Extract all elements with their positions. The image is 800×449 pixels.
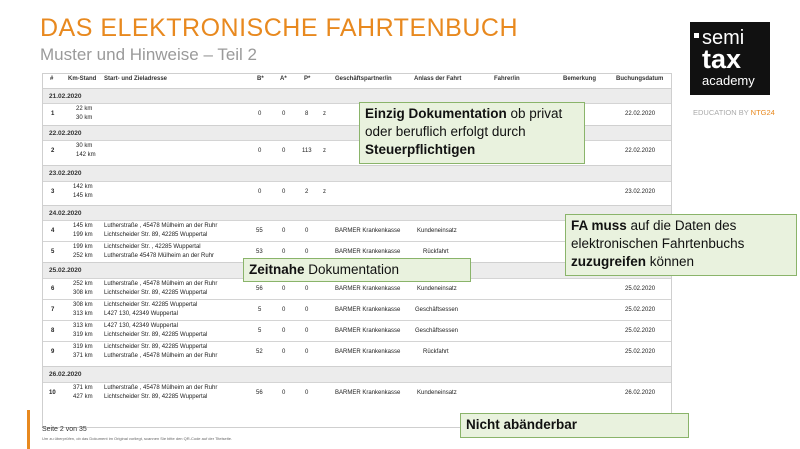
value-p: 0 [305, 349, 309, 355]
trip-reason: Geschäftsessen [415, 328, 459, 334]
address-end: Lichtscheider Str. 89, 42285 Wuppertal [104, 332, 208, 338]
address-end: Lichtscheider Str. 89, 42285 Wuppertal [104, 394, 208, 400]
km-start: 371 km [73, 385, 93, 391]
value-b: 56 [256, 286, 263, 292]
address-end: L427 130, 42349 Wuppertal [104, 311, 178, 317]
booking-date: 25.02.2020 [625, 328, 656, 334]
booking-date: 25.02.2020 [625, 286, 656, 292]
business-partner: BARMER Krankenkasse [335, 249, 401, 255]
tagline-prefix: EDUCATION BY [693, 108, 751, 117]
col-p: P* [304, 76, 311, 82]
callout-1-text-2: oder beruflich erfolgt durch [365, 124, 526, 139]
col-b: B* [257, 76, 264, 82]
col-fahrer: Fahrer/in [494, 76, 520, 82]
value-a: 0 [282, 328, 286, 334]
km-start: 30 km [76, 143, 93, 149]
value-a: 0 [282, 148, 286, 154]
callout-3-bold: Zeitnahe [249, 262, 305, 277]
col-partner: Geschäftspartner/in [335, 76, 392, 82]
date-label: 21.02.2020 [49, 93, 82, 100]
callout-1-bold-2: Steuerpflichtigen [365, 142, 476, 157]
address-start: Lichtscheider Str. , 42285 Wuppertal [104, 244, 201, 250]
value-b: 0 [258, 189, 262, 195]
row-number: 4 [51, 228, 55, 234]
col-address: Start- und Zieladresse [104, 76, 168, 82]
tagline-brand: NTG24 [750, 108, 775, 117]
date-label: 26.02.2020 [49, 371, 82, 378]
km-end: 319 km [73, 332, 93, 338]
km-end: 145 km [73, 193, 93, 199]
km-start: 308 km [73, 302, 93, 308]
trip-reason: Geschäftsessen [415, 307, 459, 313]
value-p: 0 [305, 307, 309, 313]
value-b: 56 [256, 390, 263, 396]
page-subtitle: Muster und Hinweise – Teil 2 [40, 45, 258, 64]
km-start: 319 km [73, 344, 93, 350]
callout-2-bold-1: FA muss [571, 218, 627, 233]
col-a: A* [280, 76, 287, 82]
km-end: 30 km [76, 115, 93, 121]
value-b: 0 [258, 148, 262, 154]
km-start: 252 km [73, 281, 93, 287]
value-a: 0 [282, 307, 286, 313]
value-p: 0 [305, 328, 309, 334]
booking-date: 23.02.2020 [625, 189, 656, 195]
page-title: DAS ELEKTRONISCHE FAHRTENBUCH [40, 14, 519, 42]
value-b: 55 [256, 228, 263, 234]
callout-2-text-2: elektronischen Fahrtenbuchs [571, 236, 745, 251]
value-z: z [323, 111, 326, 117]
col-bemerkung: Bemerkung [563, 76, 597, 82]
business-partner: BARMER Krankenkasse [335, 286, 401, 292]
address-end: Lichtscheider Str. 89, 42285 Wuppertal [104, 232, 208, 238]
date-label: 23.02.2020 [49, 170, 82, 177]
value-p: 0 [305, 228, 309, 234]
value-p: 0 [305, 390, 309, 396]
row-number: 7 [51, 307, 55, 313]
col-anlass: Anlass der Fahrt [414, 76, 462, 82]
callout-4-bold: Nicht abänderbar [466, 417, 578, 432]
table-row[interactable] [43, 341, 671, 363]
booking-date: 25.02.2020 [625, 349, 656, 355]
value-a: 0 [282, 349, 286, 355]
value-b: 5 [258, 307, 262, 313]
logo-line-1: semi [702, 27, 745, 49]
value-p: 113 [302, 148, 312, 154]
callout-3-text: Dokumentation [304, 262, 400, 277]
km-start: 145 km [73, 223, 93, 229]
km-end: 308 km [73, 290, 93, 296]
address-start: L427 130, 42349 Wuppertal [104, 323, 178, 329]
booking-date: 22.02.2020 [625, 148, 656, 154]
value-z: z [323, 148, 326, 154]
value-p: 0 [305, 286, 309, 292]
km-end: 371 km [73, 353, 93, 359]
trip-reason: Kundeneinsatz [417, 286, 457, 292]
table-row[interactable] [43, 181, 671, 203]
address-start: Lutherstraße , 45478 Mülheim an der Ruhr [104, 223, 218, 229]
address-end: Lutherstraße 45478 Mülheim an der Ruhr [104, 253, 215, 259]
callout-timely-documentation [243, 258, 471, 282]
value-a: 0 [282, 111, 286, 117]
logo-line-2: tax [702, 44, 742, 74]
address-start: Lutherstraße , 45478 Mülheim an der Ruhr [104, 281, 218, 287]
table-row[interactable] [43, 320, 671, 342]
address-start: Lichtscheider Str. 89, 42285 Wuppertal [104, 344, 208, 350]
value-p: 0 [305, 249, 309, 255]
km-start: 22 km [76, 106, 93, 112]
row-number: 2 [51, 148, 55, 154]
value-b: 52 [256, 349, 263, 355]
value-b: 5 [258, 328, 262, 334]
row-number: 10 [49, 390, 56, 396]
business-partner: BARMER Krankenkasse [335, 307, 401, 313]
value-p: 8 [305, 111, 309, 117]
booking-date: 26.02.2020 [625, 390, 656, 396]
callout-2-text-3: können [646, 254, 695, 269]
address-end: Lutherstraße , 45478 Mülheim an der Ruhr [104, 353, 218, 359]
logo-line-3: academy [702, 73, 755, 88]
row-number: 3 [51, 189, 55, 195]
callout-not-changeable [460, 413, 689, 438]
km-end: 313 km [73, 311, 93, 317]
address-end: Lichtscheider Str. 89, 42285 Wuppertal [104, 290, 208, 296]
date-label: 25.02.2020 [49, 267, 82, 274]
km-start: 142 km [73, 184, 93, 190]
date-label: 24.02.2020 [49, 210, 82, 217]
km-end: 142 km [76, 152, 96, 158]
km-start: 313 km [73, 323, 93, 329]
km-end: 252 km [73, 253, 93, 259]
row-number: 8 [51, 328, 55, 334]
km-end: 427 km [73, 394, 93, 400]
accent-bar [27, 410, 30, 449]
callout-2-bold-2: zuzugreifen [571, 254, 647, 269]
value-a: 0 [282, 286, 286, 292]
value-a: 0 [282, 228, 286, 234]
table-row[interactable] [43, 299, 671, 321]
booking-date: 22.02.2020 [625, 111, 656, 117]
row-number: 1 [51, 111, 55, 117]
table-header [43, 74, 671, 89]
value-p: 2 [305, 189, 309, 195]
footer-note: Um zu überprüfen, ob das Dokument im Original vorliegt, scannen Sie bitte den QR-Code auf der Titelseite. [42, 436, 233, 441]
value-b: 53 [256, 249, 263, 255]
value-z: z [323, 189, 326, 195]
km-end: 199 km [73, 232, 93, 238]
row-number: 5 [51, 249, 55, 255]
value-a: 0 [282, 189, 286, 195]
value-a: 0 [282, 249, 286, 255]
callout-tax-office-access [565, 214, 797, 276]
logo-tagline [693, 108, 775, 117]
business-partner: BARMER Krankenkasse [335, 328, 401, 334]
trip-reason: Rückfahrt [423, 249, 449, 255]
address-start: Lutherstraße , 45478 Mülheim an der Ruhr [104, 385, 218, 391]
business-partner: BARMER Krankenkasse [335, 349, 401, 355]
callout-1-text-1: ob privat [506, 106, 563, 121]
page-footer: Seite 2 von 35 [42, 426, 87, 433]
value-b: 0 [258, 111, 262, 117]
col-buchungsdatum: Buchungsdatum [616, 76, 664, 82]
col-number: # [50, 76, 54, 82]
business-partner: BARMER Krankenkasse [335, 228, 401, 234]
row-number: 9 [51, 349, 55, 355]
semitax-logo [690, 22, 770, 95]
date-group-header [43, 165, 671, 181]
km-start: 199 km [73, 244, 93, 250]
row-number: 6 [51, 286, 55, 292]
table-row[interactable] [43, 382, 671, 404]
business-partner: BARMER Krankenkasse [335, 390, 401, 396]
callout-2-text-1: auf die Daten des [626, 218, 737, 233]
booking-date: 25.02.2020 [625, 307, 656, 313]
logo-square-icon [694, 33, 699, 38]
trip-reason: Kundeneinsatz [417, 228, 457, 234]
trip-reason: Rückfahrt [423, 349, 449, 355]
callout-documentation [359, 102, 585, 164]
date-group-header [43, 366, 671, 382]
value-a: 0 [282, 390, 286, 396]
address-start: Lichtscheider Str. 42285 Wuppertal [104, 302, 198, 308]
trip-reason: Kundeneinsatz [417, 390, 457, 396]
date-label: 22.02.2020 [49, 130, 82, 137]
callout-1-bold-1: Einzig Dokumentation [365, 106, 507, 121]
col-km-stand: Km-Stand [68, 76, 97, 82]
